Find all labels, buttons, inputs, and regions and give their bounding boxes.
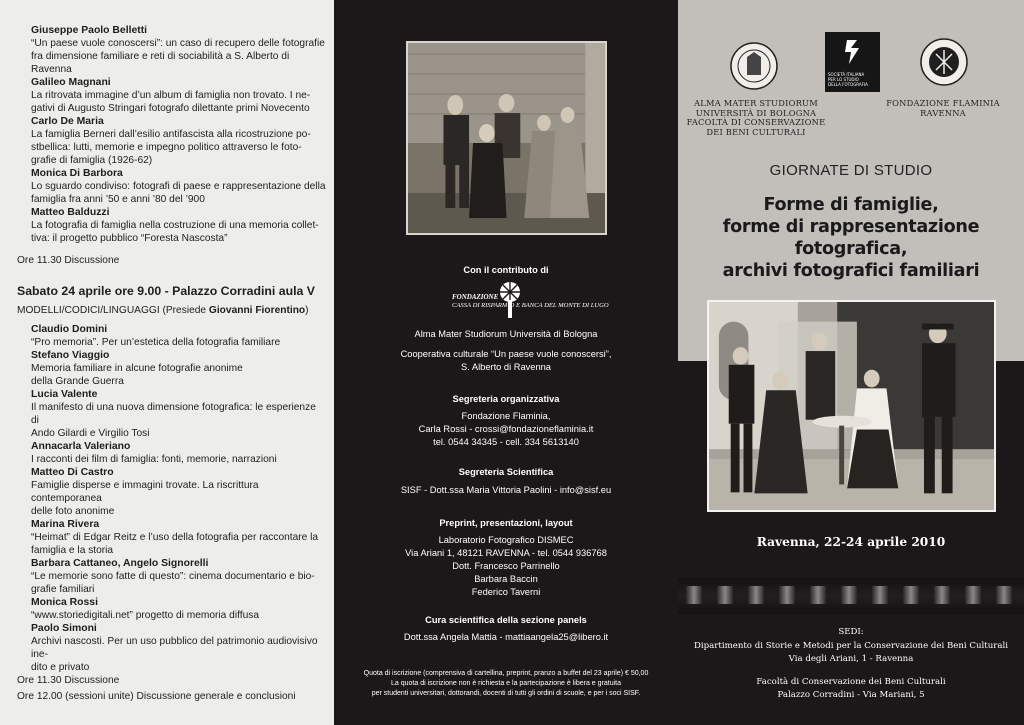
contrib-line bbox=[334, 341, 678, 348]
preprint-line: Barbara Baccin bbox=[474, 574, 538, 584]
sci-lines bbox=[334, 484, 678, 497]
alma-mater-label-line: UNIVERSITÀ DI BOLOGNA bbox=[695, 107, 817, 118]
talk-title-line: grafie familiari bbox=[31, 584, 95, 595]
speaker-entry bbox=[31, 323, 326, 349]
family-photo bbox=[406, 41, 607, 235]
day1-discussion: Ore 11.30 Discussione bbox=[17, 255, 120, 266]
org-line: Fondazione Flaminia, bbox=[461, 411, 551, 421]
day2-discussion: Ore 11.30 Discussione bbox=[17, 675, 120, 686]
talk-title-line: grafie di famiglia (1926-62) bbox=[31, 155, 153, 166]
sedi-venue-2 bbox=[678, 676, 1024, 701]
speaker-name: Barbara Cattaneo, Angelo Signorelli bbox=[31, 558, 209, 569]
sci-line: SISF - Dott.ssa Maria Vittoria Paolini - info@sisf.eu bbox=[400, 485, 612, 495]
film-hole bbox=[686, 586, 702, 604]
speaker-name: Galileo Magnani bbox=[31, 77, 111, 88]
talk-title-line: La ritrovata immagine d’un album di famiglia non trovato. I ne- bbox=[31, 90, 311, 101]
talk-title-line: La fotografia di famiglia nella costruzione di una memoria collet- bbox=[31, 220, 319, 231]
film-hole bbox=[903, 586, 919, 604]
speaker-name: Monica Rossi bbox=[31, 597, 98, 608]
contrib-lines bbox=[334, 328, 678, 374]
film-hole bbox=[748, 586, 764, 604]
film-hole bbox=[965, 586, 981, 604]
speaker-name: Matteo Balduzzi bbox=[31, 207, 110, 218]
panels-line: Dott.ssa Angela Mattia - mattiaangela25@libero.it bbox=[403, 632, 609, 642]
preprint-heading: Preprint, presentazioni, layout bbox=[439, 518, 573, 528]
film-hole bbox=[996, 586, 1012, 604]
sisf-label-line: DELLA FOTOGRAFIA bbox=[828, 82, 868, 87]
speaker-name: Carlo De Maria bbox=[31, 116, 104, 127]
talk-title-line: “Heimat” di Edgar Reitz e l’uso della fotografia per raccontare la bbox=[31, 532, 319, 543]
preprint-line: Laboratorio Fotografico DISMEC bbox=[438, 535, 574, 545]
preprint-line: Via Ariani 1, 48121 RAVENNA - tel. 0544 936768 bbox=[405, 548, 607, 558]
speaker-entry bbox=[31, 518, 326, 557]
sedi-venue-1 bbox=[678, 640, 1024, 665]
panels-lines bbox=[334, 631, 678, 644]
film-hole bbox=[841, 586, 857, 604]
sedi-line: Dipartimento di Storie e Metodi per la Conservazione dei Beni Culturali bbox=[694, 641, 1008, 651]
day1-speaker-list bbox=[17, 24, 326, 245]
sisf-emblem-icon bbox=[825, 32, 880, 72]
talk-title-line: gativi di Augusto Stringari fotografo dilettante primi Novecento bbox=[31, 103, 310, 114]
talk-title-line: famiglia fra anni ’50 e anni ’80 del ’900 bbox=[31, 194, 205, 205]
preprint-lines bbox=[334, 534, 678, 599]
event-title-line: forme di rappresentazione bbox=[722, 217, 980, 237]
speaker-entry bbox=[31, 76, 326, 115]
speaker-name: Stefano Viaggio bbox=[31, 350, 110, 361]
speaker-entry bbox=[31, 557, 326, 596]
sci-heading: Segreteria Scientifica bbox=[458, 467, 554, 477]
speaker-name: Annacarla Valeriano bbox=[31, 441, 131, 452]
speaker-entry bbox=[31, 622, 326, 674]
talk-title-line: tiva: il progetto pubblico “Foresta Nascosta” bbox=[31, 233, 228, 244]
filmstrip-decoration bbox=[678, 578, 1024, 614]
org-heading: Segreteria organizzativa bbox=[452, 394, 560, 404]
film-hole bbox=[779, 586, 795, 604]
day2-session: MODELLI/CODICI/LINGUAGGI (Presiede Giovanni Fiorentino) bbox=[17, 305, 309, 316]
speaker-entry bbox=[31, 167, 326, 206]
preprint-line: Dott. Francesco Parrinello bbox=[452, 561, 560, 571]
film-hole bbox=[934, 586, 950, 604]
org-lines bbox=[334, 410, 678, 449]
speaker-name: Lucia Valente bbox=[31, 389, 98, 400]
film-hole bbox=[810, 586, 826, 604]
talk-title-line: “www.storiedigitali.net” progetto di memoria diffusa bbox=[31, 610, 259, 621]
fondazione-flaminia-seal-icon bbox=[920, 38, 968, 86]
speaker-entry bbox=[31, 466, 326, 518]
alma-mater-label-line: ALMA MATER STUDIORUM bbox=[694, 98, 818, 108]
fondazione-flaminia-label bbox=[878, 99, 1008, 118]
talk-title-line: fra dimensione familiare e reti di sociabilità a S. Alberto di Ravenna bbox=[31, 51, 290, 75]
program-panel bbox=[0, 0, 334, 725]
alma-mater-label bbox=[686, 99, 826, 137]
speaker-name: Claudio Domini bbox=[31, 324, 108, 335]
day2-heading: Sabato 24 aprile ore 9.00 - Palazzo Corradini aula V bbox=[17, 284, 315, 298]
talk-title-line: La famiglia Berneri dall’esilio antifascista alla ricostruzione po- bbox=[31, 129, 311, 140]
quota-lines bbox=[334, 669, 678, 699]
talk-title-line: dito e privato bbox=[31, 662, 90, 673]
talk-title-line: della Grande Guerra bbox=[31, 376, 124, 387]
alma-mater-label-line: FACOLTÀ DI CONSERVAZIONE bbox=[686, 117, 826, 127]
talk-title-line: Archivi nascosti. Per un uso pubblico del patrimonio audiovisivo ine- bbox=[31, 636, 318, 660]
sedi-line: Facoltà di Conservazione dei Beni Culturali bbox=[756, 677, 946, 687]
cover-panel bbox=[678, 0, 1024, 725]
contrib-line: S. Alberto di Ravenna bbox=[461, 362, 551, 372]
speaker-name: Monica Di Barbora bbox=[31, 168, 123, 179]
fondazione-logo bbox=[420, 280, 609, 320]
talk-title-line: “Un paese vuole conoscersi”: un caso di recupero delle fotografie bbox=[31, 38, 325, 49]
talk-title-line: stbellica: lutti, memorie e impegno politico attraverso le foto- bbox=[31, 142, 302, 153]
sedi-line: Palazzo Corradini - Via Mariani, 5 bbox=[777, 689, 925, 700]
event-title bbox=[678, 194, 1024, 282]
speaker-name: Matteo Di Castro bbox=[31, 467, 114, 478]
contrib-line: Alma Mater Studiorum Università di Bologna bbox=[414, 329, 598, 339]
day2-speaker-list bbox=[17, 323, 326, 674]
sisf-logo bbox=[825, 32, 880, 92]
fondazione-flaminia-label-line: RAVENNA bbox=[920, 107, 966, 118]
quota-line: per studenti universitari, dottorandi, docenti di tutti gli ordini di scuole, e per i soci SISF. bbox=[371, 690, 641, 697]
fondazione-emblem-icon bbox=[496, 280, 524, 320]
talk-title-line: delle foto anonime bbox=[31, 506, 115, 517]
sisf-label-line: PER LO STUDIO bbox=[828, 77, 859, 82]
event-type: GIORNATE DI STUDIO bbox=[769, 162, 933, 179]
talk-title-line: Memoria familiare in alcune fotografie anonime bbox=[31, 363, 243, 374]
talk-title-line: Famiglie disperse e immagini trovate. La riscrittura contemporanea bbox=[31, 480, 259, 504]
event-dates: Ravenna, 22-24 aprile 2010 bbox=[756, 535, 946, 549]
talk-title-line: Il manifesto di una nuova dimensione fotografica: le esperienze di bbox=[31, 402, 316, 426]
contrib-heading: Con il contributo di bbox=[463, 265, 549, 275]
speaker-entry bbox=[31, 24, 326, 76]
speaker-entry bbox=[31, 349, 326, 388]
quota-line: La quota di iscrizione non è richiesta e la partecipazione è libera e gratuita bbox=[391, 680, 621, 687]
day2-conclusion: Ore 12.00 (sessioni unite) Discussione generale e conclusioni bbox=[17, 691, 296, 702]
talk-title-line: famiglia e la storia bbox=[31, 545, 114, 556]
speaker-name: Paolo Simoni bbox=[31, 623, 97, 634]
alma-mater-label-line: DEI BENI CULTURALI bbox=[706, 126, 806, 137]
speaker-name: Giuseppe Paolo Belletti bbox=[31, 25, 148, 36]
speaker-entry bbox=[31, 596, 326, 622]
event-title-line: fotografica, bbox=[794, 239, 908, 259]
talk-title-line: Lo sguardo condiviso: fotografi di paese e rappresentazione della bbox=[31, 181, 326, 192]
talk-title-line: “Le memorie sono fatte di questo”: cinema documentario e bio- bbox=[31, 571, 315, 582]
garden-photo bbox=[707, 300, 996, 512]
talk-title-line: “Pro memoria”. Per un’estetica della fotografia familiare bbox=[31, 337, 281, 348]
org-line: tel. 0544 34345 - cell. 334 5613140 bbox=[433, 437, 579, 447]
event-title-line: archivi fotografici familiari bbox=[722, 261, 980, 281]
sedi-heading: SEDI: bbox=[838, 627, 864, 637]
speaker-name: Marina Rivera bbox=[31, 519, 100, 530]
sedi-line: Via degli Ariani, 1 - Ravenna bbox=[788, 653, 914, 664]
speaker-entry bbox=[31, 206, 326, 245]
fondazione-subtitle: CASSA DI RISPARMIO E BANCA DEL MONTE DI LUGO bbox=[452, 302, 609, 309]
fondazione-flaminia-label-line: FONDAZIONE FLAMINIA bbox=[886, 98, 1000, 108]
talk-title-line: I racconti dei film di famiglia: fonti, memorie, narrazioni bbox=[31, 454, 277, 465]
alma-mater-seal-icon bbox=[730, 42, 778, 90]
talk-title-line: Ando Gilardi e Virgilio Tosi bbox=[31, 428, 150, 439]
event-title-line: Forme di famiglie, bbox=[763, 195, 939, 215]
contrib-line: Cooperativa culturale “Un paese vuole conoscersi”, bbox=[400, 349, 612, 359]
film-hole bbox=[872, 586, 888, 604]
panels-heading: Cura scientifica della sezione panels bbox=[425, 615, 587, 625]
film-hole bbox=[717, 586, 733, 604]
info-panel bbox=[334, 0, 678, 725]
org-line: Carla Rossi - crossi@fondazioneflaminia.it bbox=[418, 424, 594, 434]
speaker-entry bbox=[31, 388, 326, 440]
fondazione-name: FONDAZIONE bbox=[452, 293, 499, 301]
sisf-label-line: SOCIETÀ ITALIANA bbox=[828, 72, 865, 77]
speaker-entry bbox=[31, 115, 326, 167]
quota-line: Quota di iscrizione (comprensiva di cartellina, preprint, pranzo a buffet del 23 aprile) € 50,00 bbox=[363, 670, 649, 677]
speaker-entry bbox=[31, 440, 326, 466]
sisf-label bbox=[828, 72, 878, 87]
preprint-line: Federico Taverni bbox=[471, 587, 541, 597]
